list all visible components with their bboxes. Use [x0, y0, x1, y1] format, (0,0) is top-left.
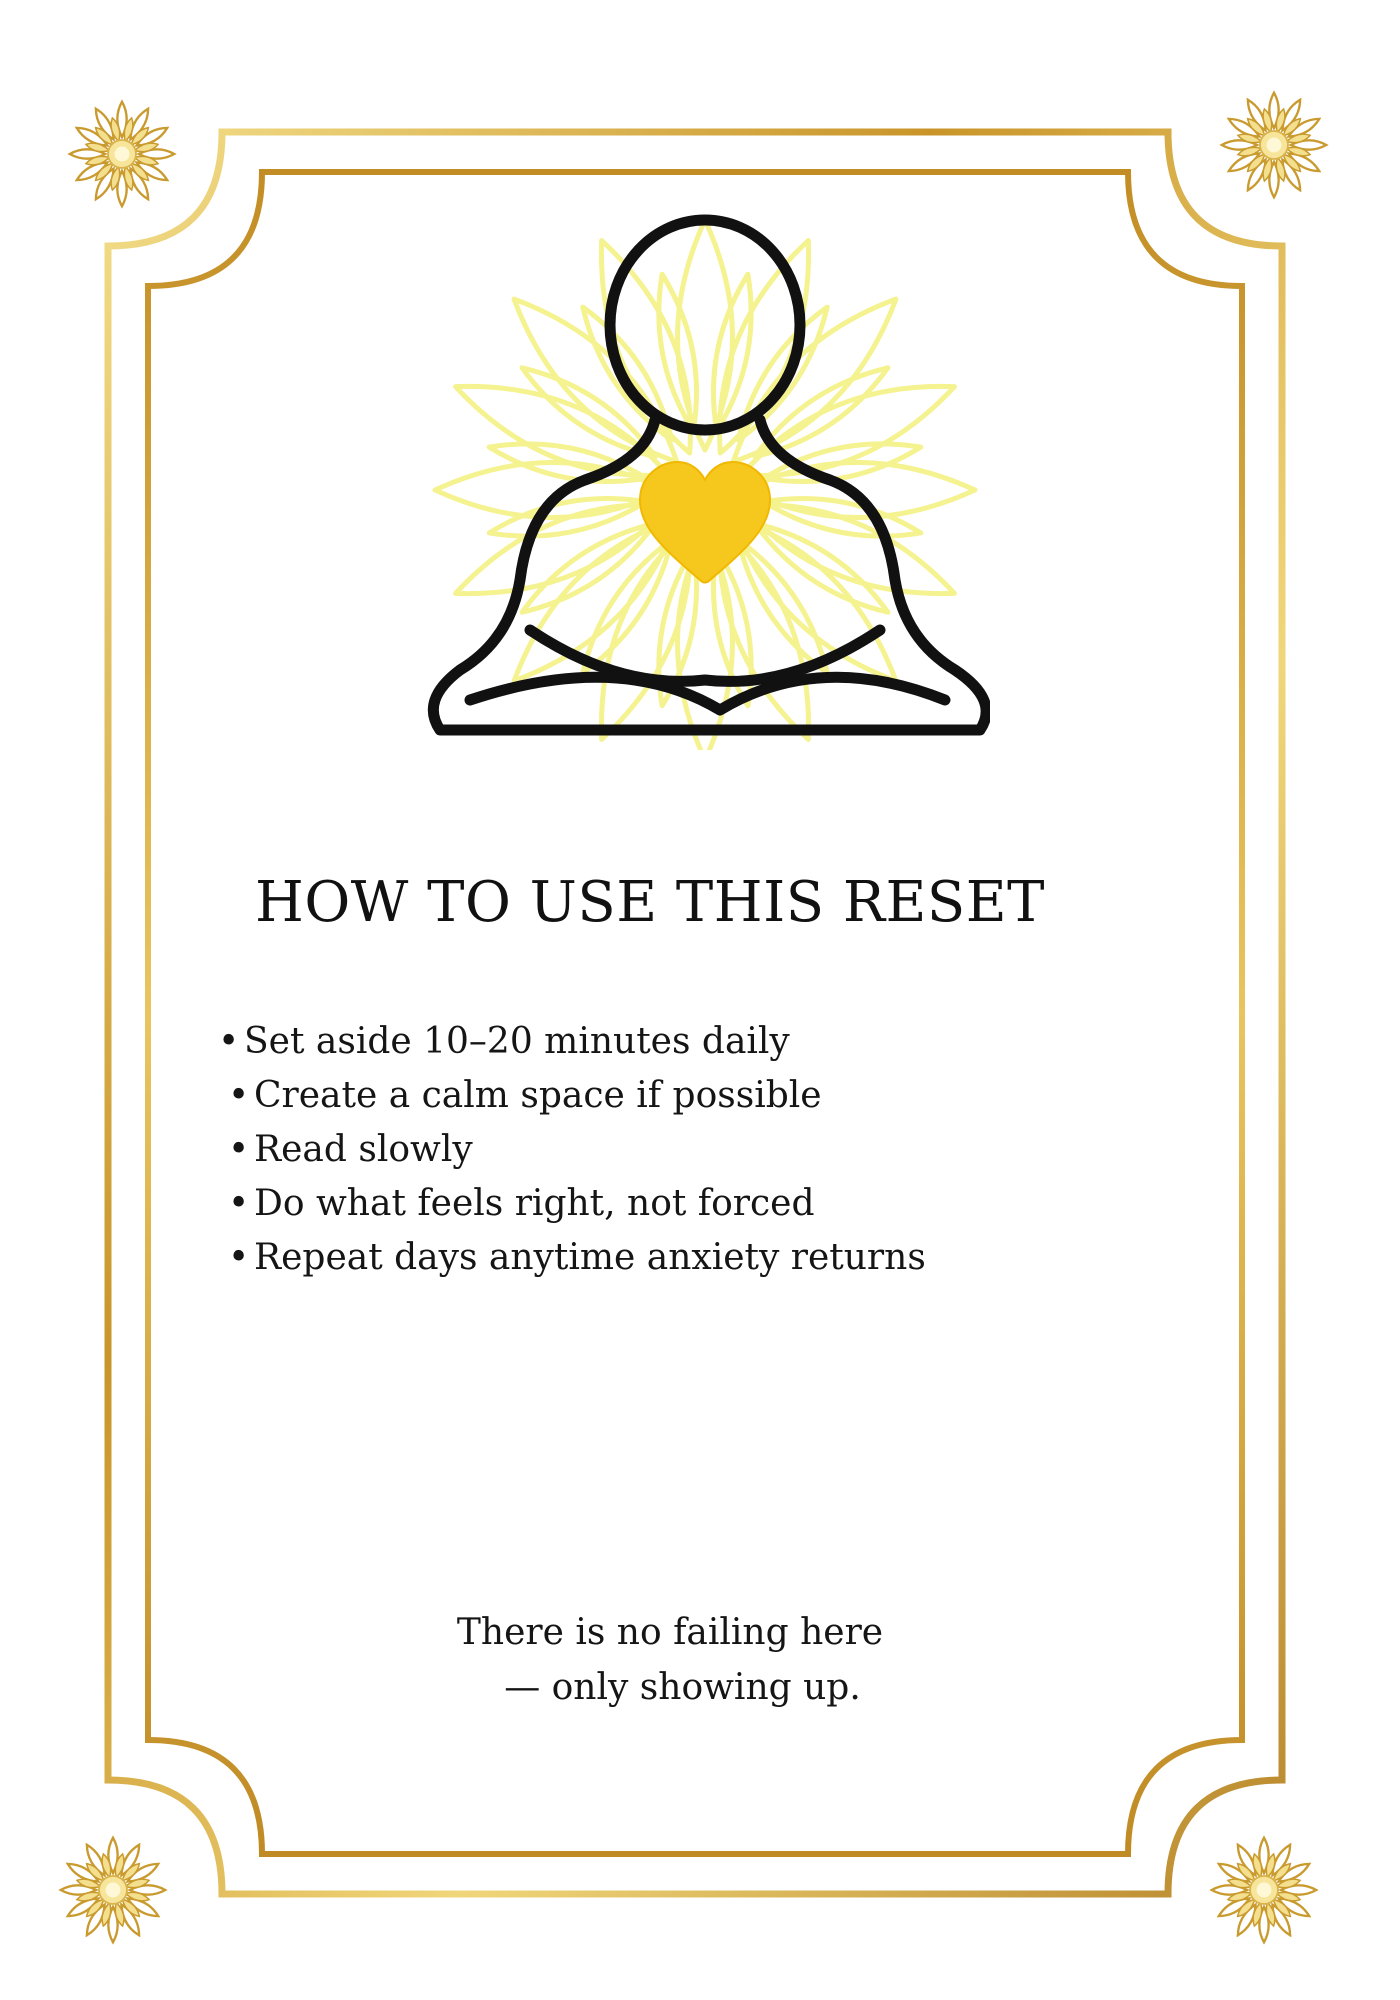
- bullet-glyph: •: [228, 1075, 250, 1116]
- meditating-figure-with-heart-icon: [420, 210, 990, 750]
- lotus-flower-icon: [57, 1834, 169, 1946]
- list-item: • Read slowly: [218, 1123, 926, 1177]
- lotus-flower-icon: [66, 98, 178, 210]
- bullet-glyph: •: [228, 1183, 250, 1224]
- closing-line-2: — only showing up.: [504, 1667, 861, 1708]
- bullet-glyph: •: [228, 1129, 250, 1170]
- page-title: HOW TO USE THIS RESET: [254, 870, 1045, 935]
- closing-line-1: There is no failing here: [456, 1612, 884, 1653]
- bullet-glyph: •: [228, 1237, 250, 1278]
- heart-icon: [640, 462, 770, 583]
- list-item: • Set aside 10–20 minutes daily: [218, 1015, 926, 1069]
- figure-head-outline: [610, 220, 800, 430]
- list-item: • Do what feels right, not forced: [218, 1177, 926, 1231]
- closing-note: [380, 1605, 960, 1715]
- instructions-list: [218, 1015, 926, 1285]
- lotus-flower-icon: [1218, 89, 1330, 201]
- list-item: • Repeat days anytime anxiety returns: [218, 1231, 926, 1285]
- list-item: • Create a calm space if possible: [218, 1069, 926, 1123]
- lotus-flower-icon: [1208, 1834, 1320, 1946]
- bullet-glyph: •: [218, 1021, 240, 1062]
